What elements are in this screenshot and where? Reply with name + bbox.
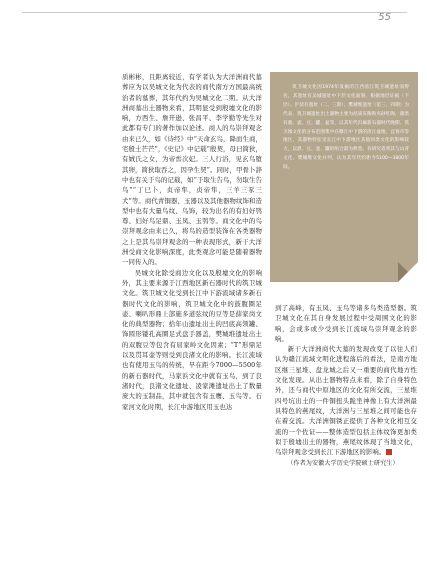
header-rule xyxy=(22,12,407,13)
right-paragraph-1: 到了高峰，有玉凤、玉鸟等诸多鸟类造型器。筑卫城文化在其自身发展过程中受周围文化的影响，会或多或少受到长江流域鸟崇拜观念的影响。 xyxy=(275,304,417,343)
right-column xyxy=(275,303,417,470)
left-paragraph-2: 吴城文化除受商边文化以及殷墟文化的影响外，其主要来源于江西地区新石器时代的筑卫城文化。筑卫城文化受到长江中下游流域诸多新石器时代文化的影响，筑卫城文化中的鼓腹圈足壶、喇叭形鼎上部施多道弦纹的豆等是薛家岗文化的典型器物；拾年山遗址出土的凹底高领罐、饰圆形镂孔高圈足式盘手器盖，樊城堆遗址出土的双腹豆等包含有屈家岭文化因素；“T”形鼎足以及贯耳壶等则受到良渚文化的影响。长江流域也有使用玉鸟的传统，早在距今7000—5500年的新石器时代，马家浜文化中就有玉鸟，到了良渚时代，良渚文化遗址、凌家滩遗址出土了数量庞大的玉制品，其中就包含有玉鹰、玉鸟等。石家河文化时期，长江中游地区用玉也达 xyxy=(122,268,262,411)
left-paragraph-1: 质彬彬，且距离较近，有学者认为大洋洲商代墓葬应为以吴城文化为代表的商代南方方国最高统治者的墓葬，其年代约为吴城文化二期。从大洋洲商墓出土器物来看，其明显受到殷墟文化的影响，方西生、詹开逊、张昌平、李学勤等先生对此都有专门的著作加以论述。商人的鸟崇拜观念由来已久，如《诗经》中“天命玄鸟，降而生商，宅殷土芒芒”，《史记》中记载“殷契，母曰简狄，有娀氏之女，为帝喾次妃。三人行浴，见玄鸟堕其卵，简狄取吞之，因孕生契”。同时，甲骨卜辞中也有关于鸟的记载，如“于取生告鸟，勿取生告鸟”“丁巳卜，贞帝隼，贞帝隼，三羊三豕三犬”等。商代青铜器、玉器以及其他器物纹饰和造型中也有大量鸟纹、鸟饰，较为出名的有妇好鸮尊、妇好鸟足鼎、玉凤、玉鸮等。商文化中的鸟崇拜观念由来已久，将鸟的造型装饰在各类器物之上是其鸟崇拜观念的一种表现形式，新干大洋洲受商文化影响深度，此类观念可能是随着器物一同传入的。 xyxy=(122,73,262,267)
folded-corner-cut xyxy=(398,262,418,282)
end-of-article-mark xyxy=(386,449,392,455)
right-paragraph-2 xyxy=(275,344,417,457)
right-paragraph-2-text: 新干大洋洲商代大墓的发现改变了以往人们认为赣江流域文明化进程落后的看法，是南方地区继三星堆、盘龙城之后又一重要的商代地方性文化发现。从出土器物特点来看，除了自身特色外，还与商代中原地区的文化有所交流，三星堆四号坑出土的一件铜扭头跪坐神像上有大洋洲最具特色的燕尾纹，大洋洲与三星堆之间可能也存在着交流。大洋洲铜锈正提供了各种文化相互交流的一个佐证——整体造型包括主体纹饰更加类似于殷墟出土的器物，燕尾纹体现了当地文化，鸟崇拜观念受到长江下游地区的影响。 xyxy=(275,345,417,457)
page-number: 55 xyxy=(378,12,391,23)
sidebar-note: 筑卫城文化因1974年发掘的江西清江筑卫城遗址而得名，其遗址有吴城遗址中下层文化面貌，根据地层证据（下层）、沪渎有遗址（二、三期）、樊城堆遗址（第三、四期）为代表，筑卫城遗址出土器物主要为泥质灰陶和夹砂红陶，器类有鼎、壶、豆、罐、盆等，以其年代归属新石器时代晚期。筑卫城文化的分布范围集中在赣江中下游的清江盆地、宜春市等地区，其器物特征受长江中下游地区其他同类文化的影响较大，以鼎、豆、壶、罐的组合最为典型。有研究者将其与山背文化、樊城堆文化并列，认为其年代约距今5100—3800年间。 xyxy=(283,85,409,171)
author-note: （作者为安徽大学历史学院硕士研究生） xyxy=(287,460,399,468)
left-column xyxy=(122,72,262,412)
